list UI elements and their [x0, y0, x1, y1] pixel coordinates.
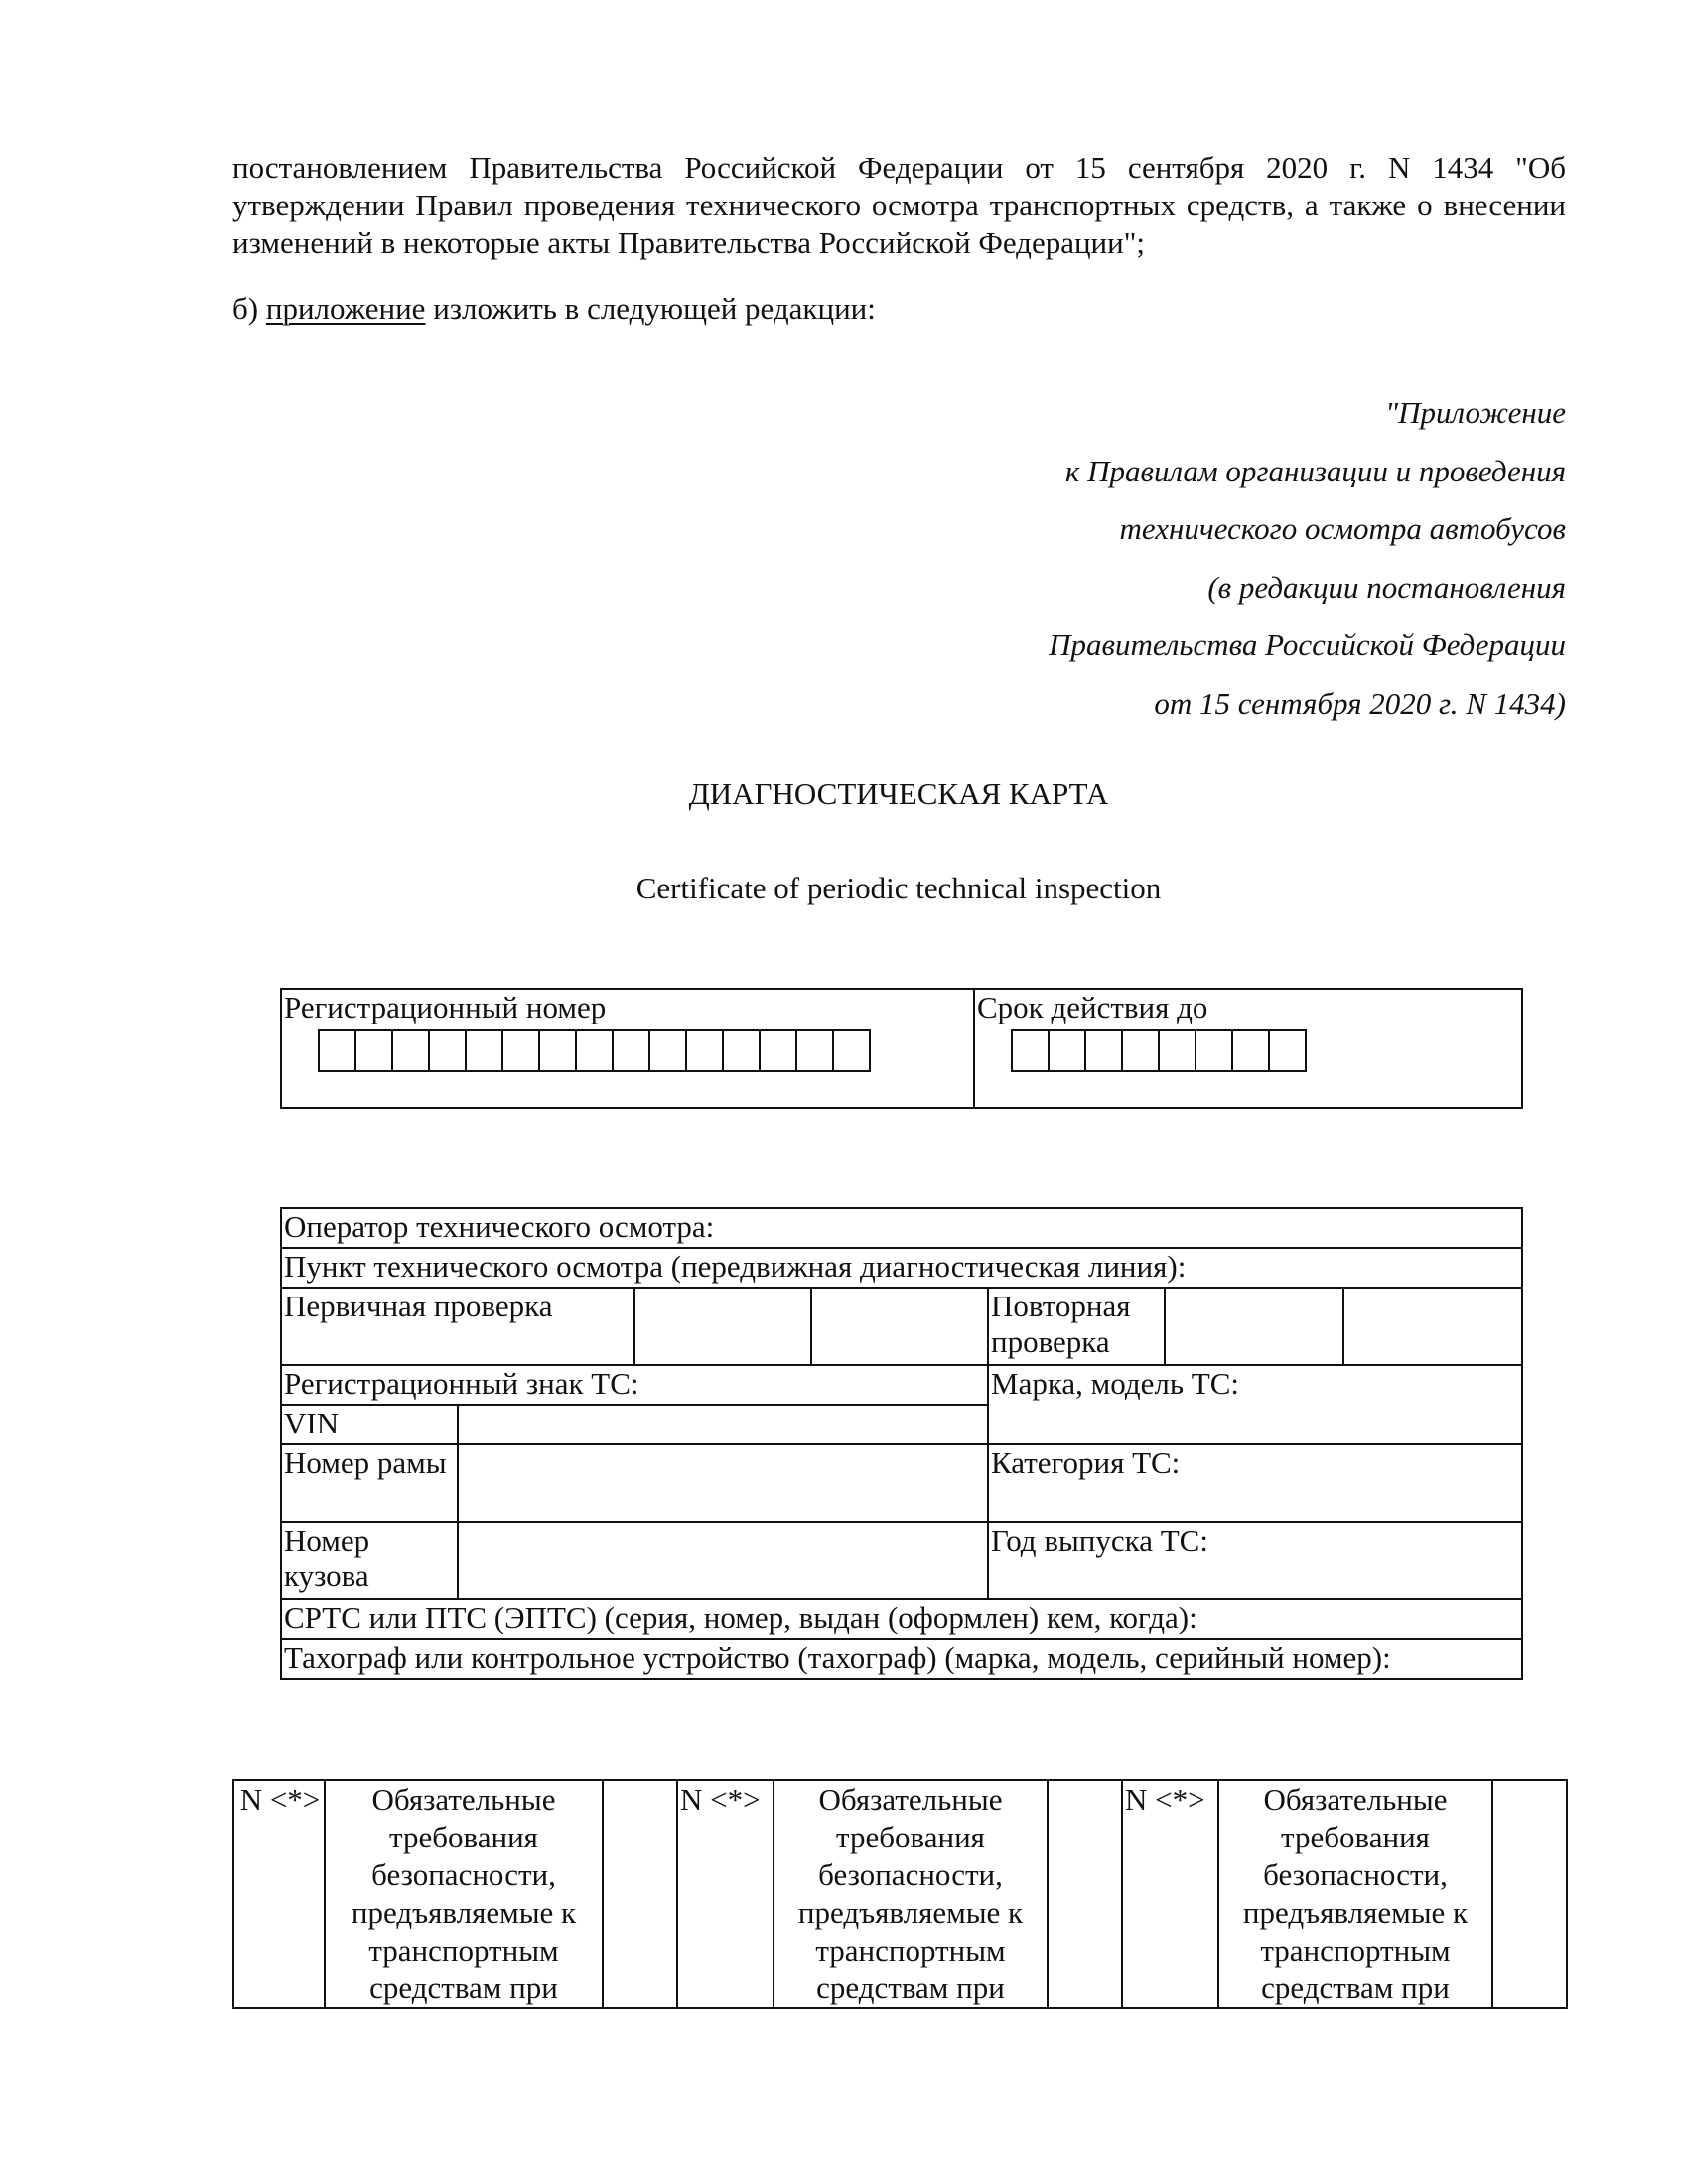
reg-number-boxes[interactable] — [318, 1029, 973, 1072]
num-header-1: N <*> — [233, 1780, 325, 2008]
reg-number-char-box[interactable] — [722, 1029, 761, 1072]
inspection-point-cell: Пункт технического осмотра (передвижная диагностическая линия): — [281, 1248, 1522, 1288]
valid-until-char-box[interactable] — [1084, 1029, 1123, 1072]
requirements-table — [232, 1779, 1568, 2009]
req-header-2: Обязательные требования безопасности, предъявляемые к транспортным средствам при — [774, 1780, 1048, 2008]
reg-number-char-box[interactable] — [832, 1029, 871, 1072]
repeat-check-field-2[interactable] — [1343, 1288, 1522, 1365]
item-b-suffix: изложить в следующей редакции: — [425, 291, 876, 326]
reg-number-char-box[interactable] — [354, 1029, 393, 1072]
reg-number-char-box[interactable] — [465, 1029, 503, 1072]
body-number-field[interactable] — [458, 1522, 988, 1599]
intro-paragraph: постановлением Правительства Российской Федерации от 15 сентября 2020 г. N 1434 "Об утверждении Правил проведения технического осмотра транспортных средств, а также о внесении изменений в некоторые акты Правительства Российской Федерации"; — [232, 150, 1566, 260]
category-cell: Категория ТС: — [988, 1444, 1522, 1522]
tachograph-cell: Тахограф или контрольное устройство (тахограф) (марка, модель, серийный номер): — [281, 1639, 1522, 1679]
appendix-header — [1049, 384, 1566, 734]
repeat-check-label: Повторная проверка — [988, 1288, 1165, 1365]
num-header-2: N <*> — [677, 1780, 774, 2008]
appendix-line: "Приложение — [1385, 395, 1566, 430]
mark-col-2 — [1048, 1780, 1122, 2008]
valid-until-char-box[interactable] — [1048, 1029, 1086, 1072]
reg-number-char-box[interactable] — [612, 1029, 650, 1072]
item-b — [232, 290, 876, 328]
item-b-prefix: б) — [232, 291, 266, 326]
req-header-1: Обязательные требования безопасности, предъявляемые к транспортным средствам при — [325, 1780, 603, 2008]
document-title: ДИАГНОСТИЧЕСКАЯ КАРТА — [688, 776, 1109, 811]
valid-until-label: Срок действия до — [977, 990, 1208, 1024]
appendix-line: к Правилам организации и проведения — [1064, 453, 1566, 488]
reg-number-char-box[interactable] — [685, 1029, 724, 1072]
appendix-link[interactable]: приложение — [265, 291, 426, 326]
appendix-line: (в редакции постановления — [1207, 569, 1566, 605]
primary-check-field-1[interactable] — [634, 1288, 811, 1365]
reg-number-char-box[interactable] — [538, 1029, 577, 1072]
primary-check-label: Первичная проверка — [281, 1288, 634, 1365]
valid-until-char-box[interactable] — [1195, 1029, 1233, 1072]
reg-number-char-box[interactable] — [575, 1029, 614, 1072]
appendix-line: технического осмотра автобусов — [1119, 511, 1566, 547]
num-header-3: N <*> — [1122, 1780, 1218, 2008]
vehicle-info-table — [280, 1207, 1523, 1680]
reg-number-char-box[interactable] — [318, 1029, 356, 1072]
reg-number-cell — [281, 989, 974, 1108]
year-cell: Год выпуска ТС: — [988, 1522, 1522, 1599]
valid-until-char-box[interactable] — [1011, 1029, 1050, 1072]
operator-cell: Оператор технического осмотра: — [281, 1208, 1522, 1248]
vin-label: VIN — [281, 1405, 458, 1444]
valid-until-char-box[interactable] — [1158, 1029, 1196, 1072]
reg-number-char-box[interactable] — [391, 1029, 430, 1072]
req-header-3: Обязательные требования безопасности, предъявляемые к транспортным средствам при — [1218, 1780, 1492, 2008]
mark-col-3 — [1492, 1780, 1567, 2008]
reg-number-char-box[interactable] — [759, 1029, 797, 1072]
srts-cell: СРТС или ПТС (ЭПТС) (серия, номер, выдан (оформлен) кем, когда): — [281, 1599, 1522, 1639]
reg-number-char-box[interactable] — [795, 1029, 834, 1072]
mark-col-1 — [603, 1780, 677, 2008]
appendix-line: Правительства Российской Федерации — [1049, 627, 1566, 663]
primary-check-field-2[interactable] — [811, 1288, 988, 1365]
body-number-label: Номер кузова — [281, 1522, 458, 1599]
vin-field[interactable] — [458, 1405, 988, 1444]
document-subtitle: Certificate of periodic technical inspection — [635, 871, 1162, 905]
valid-until-char-box[interactable] — [1231, 1029, 1270, 1072]
valid-until-cell — [974, 989, 1522, 1108]
repeat-check-field-1[interactable] — [1165, 1288, 1343, 1365]
reg-number-char-box[interactable] — [501, 1029, 540, 1072]
reg-number-char-box[interactable] — [428, 1029, 467, 1072]
valid-until-boxes[interactable] — [1011, 1029, 1521, 1072]
appendix-line: от 15 сентября 2020 г. N 1434) — [1154, 685, 1566, 721]
valid-until-char-box[interactable] — [1121, 1029, 1160, 1072]
reg-sign-cell: Регистрационный знак ТС: — [281, 1365, 988, 1405]
frame-number-field[interactable] — [458, 1444, 988, 1522]
frame-number-label: Номер рамы — [281, 1444, 458, 1522]
registration-table — [280, 988, 1523, 1109]
reg-number-char-box[interactable] — [648, 1029, 687, 1072]
reg-number-label: Регистрационный номер — [284, 990, 607, 1024]
valid-until-char-box[interactable] — [1268, 1029, 1307, 1072]
make-model-cell: Марка, модель ТС: — [988, 1365, 1522, 1444]
